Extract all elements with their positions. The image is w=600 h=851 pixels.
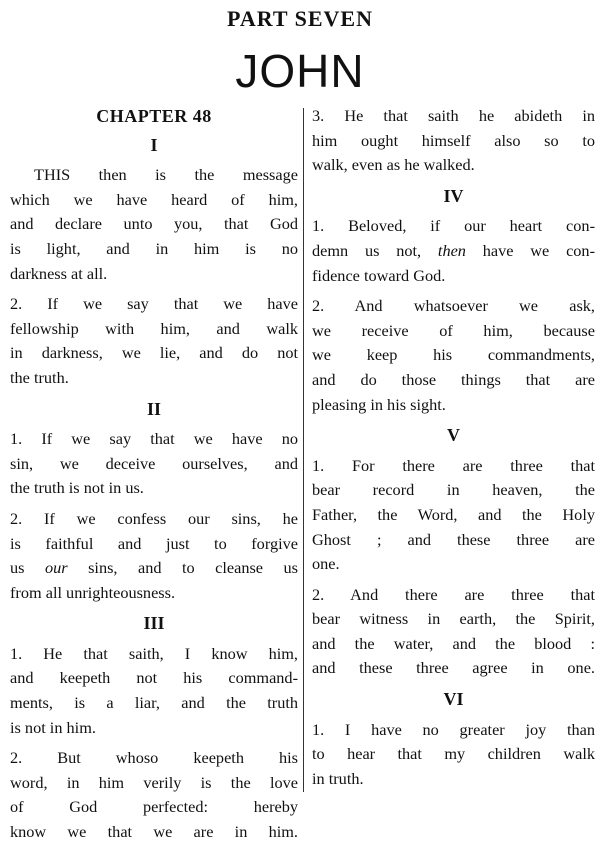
verse-line: in darkness, we lie, and do not bbox=[10, 343, 298, 363]
verse-line: fidence toward God. bbox=[312, 265, 446, 285]
verse-line: and keepeth not his command- bbox=[10, 668, 298, 688]
verse-ii-2 bbox=[10, 507, 298, 605]
verse-iii-2 bbox=[10, 746, 298, 844]
verse-iv-2 bbox=[312, 294, 595, 417]
left-column bbox=[10, 104, 298, 851]
verse-line: we keep his commandments, bbox=[312, 345, 595, 365]
section-heading-ii: II bbox=[146, 398, 161, 419]
verse-line: word, in him verily is the love bbox=[10, 772, 298, 792]
verse-line bbox=[10, 556, 298, 581]
verse-v-2 bbox=[312, 583, 595, 681]
verse-2 bbox=[10, 292, 298, 390]
verse-1-intro bbox=[10, 163, 298, 286]
verse-line: him ought himself also so to bbox=[312, 130, 595, 150]
verse-text: demn us not, bbox=[312, 240, 438, 260]
section-heading-iii: III bbox=[143, 613, 165, 634]
verse-line: fellowship with him, and walk bbox=[10, 318, 298, 338]
verse-line: pleasing in his sight. bbox=[312, 394, 446, 414]
verse-line bbox=[312, 239, 595, 264]
verse-line: bear record in heaven, the bbox=[312, 480, 595, 500]
verse-line: ments, is a liar, and the truth bbox=[10, 693, 298, 713]
verse-line: we receive of him, because bbox=[312, 320, 595, 340]
right-column bbox=[312, 104, 595, 797]
section-heading-iv: IV bbox=[443, 185, 464, 206]
verse-line: one. bbox=[312, 554, 340, 574]
verse-iv-1 bbox=[312, 214, 595, 288]
verse-line: 2. If we say that we have bbox=[10, 294, 298, 314]
verse-vi-1 bbox=[312, 718, 595, 792]
verse-line: and declare unto you, that God bbox=[10, 214, 298, 234]
verse-line: and the water, and the blood : bbox=[312, 633, 595, 653]
verse-line: to hear that my children walk bbox=[312, 744, 595, 764]
verse-iii-1 bbox=[10, 642, 298, 740]
italic-word: our bbox=[44, 558, 68, 578]
verse-line: know we that we are in him. bbox=[10, 822, 298, 842]
verse-ii-1 bbox=[10, 427, 298, 501]
column-divider bbox=[303, 108, 304, 792]
verse-line: is faithful and just to forgive bbox=[10, 533, 298, 553]
verse-line: from all unrighteousness. bbox=[10, 582, 176, 602]
verse-text: sins, and to cleanse us bbox=[67, 558, 298, 578]
section-heading-v: V bbox=[447, 425, 460, 446]
italic-word: then bbox=[437, 240, 466, 260]
verse-line: bear witness in earth, the Spirit, bbox=[312, 609, 595, 629]
verse-v-1 bbox=[312, 454, 595, 577]
chapter-heading: CHAPTER 48 bbox=[96, 106, 212, 126]
verse-line: and do those things that are bbox=[312, 369, 595, 389]
part-title: PART SEVEN bbox=[227, 6, 373, 31]
verse-line: which we have heard of him, bbox=[10, 189, 298, 209]
verse-line: 2. But whoso keepeth his bbox=[10, 748, 298, 768]
verse-text: us bbox=[10, 558, 45, 578]
verse-iii-3 bbox=[312, 104, 595, 178]
verse-line: 2. And whatsoever we ask, bbox=[312, 296, 595, 316]
verse-line: and these three agree in one. bbox=[312, 658, 595, 678]
verse-line: 1. He that saith, I know him, bbox=[10, 643, 298, 663]
verse-line: the truth. bbox=[10, 367, 69, 387]
verse-line: Father, the Word, and the Holy bbox=[312, 504, 595, 524]
verse-line: 1. If we say that we have no bbox=[10, 429, 298, 449]
verse-line: 1. For there are three that bbox=[312, 455, 595, 475]
verse-line: 3. He that saith he abideth in bbox=[312, 106, 595, 125]
verse-line: 2. If we confess our sins, he bbox=[10, 508, 298, 528]
verse-line: 1. Beloved, if our heart con- bbox=[312, 216, 595, 236]
verse-line: darkness at all. bbox=[10, 263, 108, 283]
verse-line: of God perfected: hereby bbox=[10, 797, 298, 817]
verse-line: 2. And there are three that bbox=[312, 584, 595, 604]
verse-line: is light, and in him is no bbox=[10, 238, 298, 258]
book-title: JOHN bbox=[235, 45, 365, 97]
section-heading-i: I bbox=[150, 134, 158, 155]
verse-line: sin, we deceive ourselves, and bbox=[10, 453, 298, 473]
section-heading-vi: VI bbox=[443, 689, 464, 710]
verse-line: in truth. bbox=[312, 768, 364, 788]
verse-line: 1. I have no greater joy than bbox=[312, 719, 595, 739]
verse-line: walk, even as he walked. bbox=[312, 155, 475, 175]
verse-line: THIS then is the message bbox=[34, 165, 298, 185]
verse-line: the truth is not in us. bbox=[10, 478, 144, 498]
verse-line: is not in him. bbox=[10, 717, 96, 737]
verse-line: Ghost ; and these three are bbox=[312, 529, 595, 549]
verse-text: have we con- bbox=[465, 240, 595, 260]
